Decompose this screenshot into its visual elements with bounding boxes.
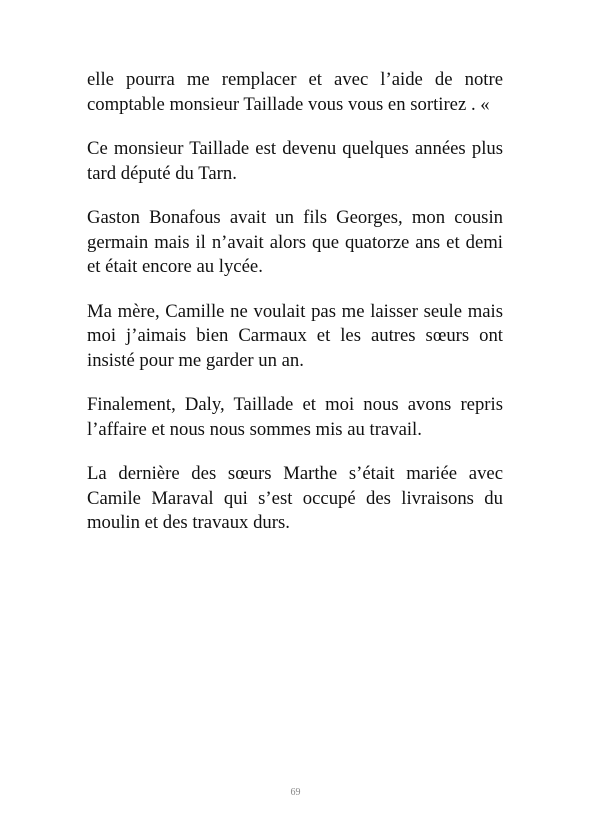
page-number: 69 (290, 787, 301, 798)
paragraph: La dernière des sœurs Marthe s’était mariée avec Camile Maraval qui s’est occupé des livraisons du moulin et des travaux durs. (87, 463, 503, 533)
paragraph: Ma mère, Camille ne voulait pas me laisser seule mais moi j’aimais bien Carmaux et les autres sœurs ont insisté pour me garder un an. (87, 300, 503, 371)
paragraph: Ce monsieur Taillade est devenu quelques années plus tard député du Tarn. (87, 138, 503, 184)
paragraph: elle pourra me remplacer et avec l’aide de notre comptable monsieur Taillade vous vous en sortirez . « (87, 69, 503, 115)
paragraph: Finalement, Daly, Taillade et moi nous avons repris l’affaire et nous nous sommes mis au travail. (87, 394, 503, 440)
body-text (87, 68, 503, 556)
paragraph: Gaston Bonafous avait un fils Georges, mon cousin germain mais il n’avait alors que quatorze ans et demi et était encore au lycée. (87, 207, 503, 277)
